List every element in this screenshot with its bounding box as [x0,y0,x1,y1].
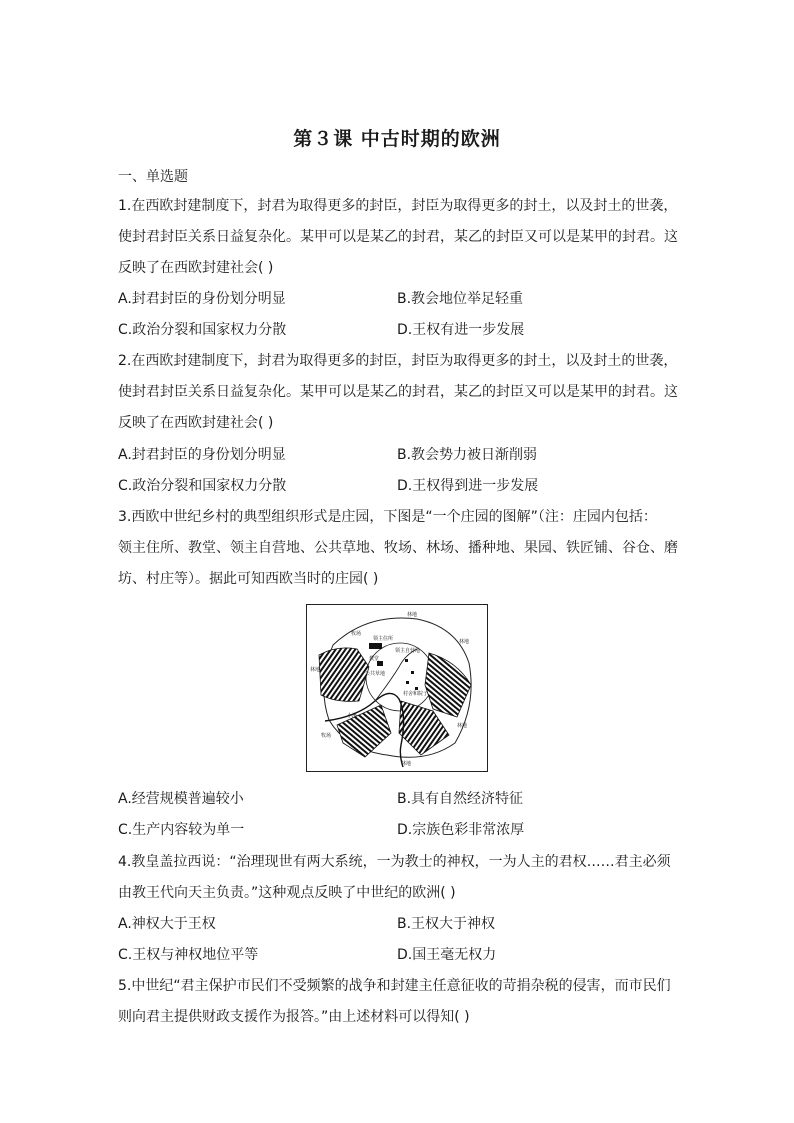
question-3-option-a[interactable]: A.经营规模普遍较小 [118,791,244,807]
section-heading: 一、单选题 [118,169,188,185]
question-2-line-3: 反映了在西欧封建社会( ) [118,415,274,431]
question-2-line-1: 2.在西欧封建制度下，封君为取得更多的封臣，封臣为取得更多的封土，以及封土的世袭， [118,353,678,369]
label-meadow: 公共草地 [365,671,386,677]
question-1-option-b[interactable]: B.教会地位举足轻重 [397,291,524,307]
label-left: 林地 [310,667,321,673]
question-1-line-1: 1.在西欧封建制度下，封君为取得更多的封臣，封臣为取得更多的封土，以及封土的世袭， [118,198,678,214]
label-bottom: 林地 [401,761,412,767]
label-village: 村舍和院子 [403,691,429,697]
manor-house [369,643,382,649]
question-5-line-2: 则向君主提供财政支援作为报答。”由上述材料可以得知( ) [118,1009,470,1025]
question-4-option-b[interactable]: B.王权大于神权 [397,916,496,932]
question-4-option-a[interactable]: A.神权大于王权 [118,916,216,932]
question-3-line-3: 坊、村庄等）。据此可知西欧当时的庄园( ) [118,571,379,587]
question-2-option-b[interactable]: B.教会势力被日渐削弱 [397,447,538,463]
question-2-option-a[interactable]: A.封君封臣的身份划分明显 [118,447,286,463]
question-2-option-d[interactable]: D.王权得到进一步发展 [397,478,539,494]
question-3-line-2: 领主住所、教堂、领主自营地、公共草地、牧场、林场、播种地、果园、铁匠铺、谷仓、磨 [118,540,678,556]
manor-diagram [306,604,488,772]
question-4-line-1: 4.教皇盖拉西说：“治理现世有两大系统，一为教士的神权，一为人主的君权……君主必须 [118,854,671,870]
page-title: 第３课 中古时期的欧洲 [293,128,501,150]
label-river: 小溪 [347,713,358,719]
label-right: 林地 [457,723,468,729]
question-1-option-d[interactable]: D.王权有进一步发展 [397,322,525,338]
question-1-option-c[interactable]: C.政治分裂和国家权力分散 [118,322,287,338]
label-demesne: 领主自营地 [395,648,421,654]
question-4-option-c[interactable]: C.王权与神权地位平等 [118,947,259,963]
question-1-option-a[interactable]: A.封君封臣的身份划分明显 [118,291,286,307]
question-3-option-d[interactable]: D.宗族色彩非常浓厚 [397,822,525,838]
field-left [319,648,369,702]
question-3-option-c[interactable]: C.生产内容较为单一 [118,822,245,838]
question-4-line-2: 由教王代向天主负责。”这种观点反映了中世纪的欧洲( ) [118,885,456,901]
question-4-option-d[interactable]: D.国王毫无权力 [397,947,497,963]
question-1-line-2: 使封君封臣关系日益复杂化。某甲可以是某乙的封君，某乙的封臣又可以是某甲的封君。这 [118,229,678,245]
label-upper-left: 牧场 [351,631,362,637]
label-top: 林地 [407,612,418,618]
question-3-option-b[interactable]: B.具有自然经济特征 [397,791,524,807]
question-2-option-c[interactable]: C.政治分裂和国家权力分散 [118,478,287,494]
label-upper-right: 林地 [459,639,470,645]
question-1-line-3: 反映了在西欧封建社会( ) [118,260,274,276]
label-church: 教堂 [369,656,380,662]
label-bottom-left: 牧场 [321,733,332,739]
label-manor: 领主住所 [373,636,394,642]
question-2-line-2: 使封君封臣关系日益复杂化。某甲可以是某乙的封君，某乙的封臣又可以是某甲的封君。这 [118,384,678,400]
question-5-line-1: 5.中世纪“君主保护市民们不受频繁的战争和封建主任意征收的苛捐杂税的侵害，而市民们 [118,978,671,994]
question-3-line-1: 3.西欧中世纪乡村的典型组织形式是庄园，下图是“一个庄园的图解”（注：庄园内包括： [118,509,657,525]
